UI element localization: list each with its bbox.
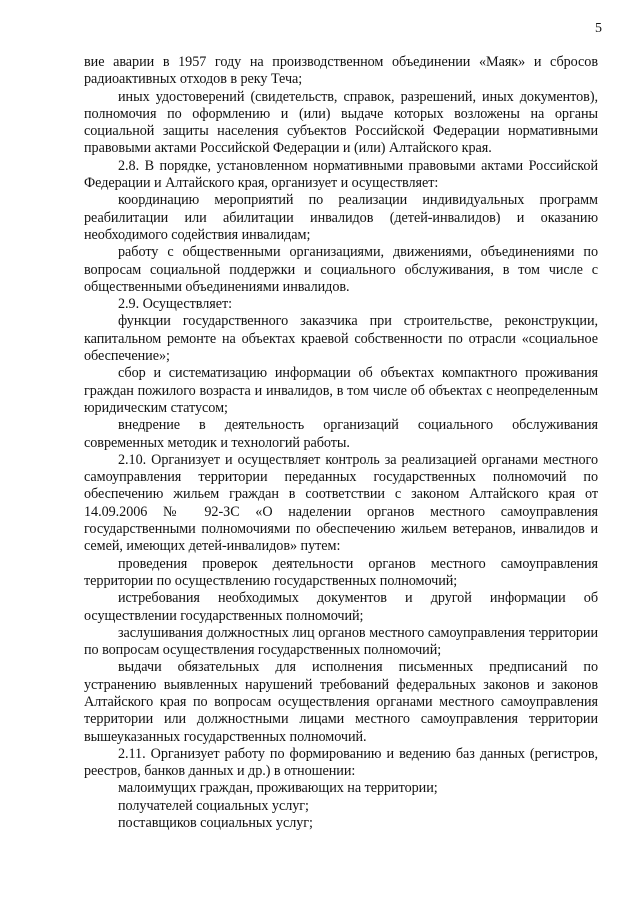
paragraph: поставщиков социальных услуг; [118,815,313,832]
paragraph: иных удостоверений (свидетельств, справок, разрешений, иных документов), полномочия по оформлению и (или) выдаче которых возложены на органы социальной защиты населения субъектов Российской Федерации нормативными правовыми актами Российской Федерации и (или) Алтайского края. [84,88,598,157]
paragraph: 2.11. Организует работу по формированию и ведению баз данных (регистров, реестров, банков данных и др.) в отношении: [84,745,598,780]
paragraph: 2.8. В порядке, установленном нормативными правовыми актами Российской Федерации и Алтайского края, организует и осуществляет: [84,157,598,192]
paragraph: координацию мероприятий по реализации индивидуальных программ реабилитации или абилитации инвалидов (детей-инвалидов) и оказанию необходимого содействия инвалидам; [84,192,598,243]
paragraph: выдачи обязательных для исполнения письменных предписаний по устранению выявленных нарушений требований федеральных законов и законов Алтайского края по вопросам осуществления органами местного самоуправления территории или должностными лицами местного самоуправления территории вышеуказанных государственных полномочий. [84,659,598,745]
paragraph: вие аварии в 1957 году на производственном объединении «Маяк» и сбросов радиоактивных отходов в реку Теча; [84,54,598,88]
paragraph: истребования необходимых документов и другой информации об осуществлении государственных полномочий; [84,590,598,624]
document-body [84,54,598,832]
paragraph: внедрение в деятельность организаций социального обслуживания современных методик и технологий работы. [84,417,598,451]
paragraph: получателей социальных услуг; [118,797,309,814]
paragraph: 2.10. Организует и осуществляет контроль за реализацией органами местного самоуправления территории переданных государственных полномочий по обеспечению жильем граждан в соответствии с законом Алтайского края от 14.09.2006 № 92-ЗС «О наделении органов местного самоуправления государственными полномочиями по обеспечению жильем ветеранов, инвалидов и семей, имеющих детей-инвалидов» путем: [84,451,598,555]
paragraph: функции государственного заказчика при строительстве, реконструкции, капитальном ремонте на объектах краевой собственности по отрасли «социальное обеспечение»; [84,313,598,365]
paragraph: сбор и систематизацию информации об объектах компактного проживания граждан пожилого возраста и инвалидов, в том числе об объектах с неопределенным юридическим статусом; [84,365,598,416]
paragraph: заслушивания должностных лиц органов местного самоуправления территории по вопросам осуществления государственных полномочий; [84,624,598,659]
paragraph: проведения проверок деятельности органов местного самоуправления территории по осуществлению государственных полномочий; [84,555,598,589]
paragraph: малоимущих граждан, проживающих на территории; [118,780,438,797]
page-number: 5 [595,21,602,36]
paragraph: работу с общественными организациями, движениями, объединениями по вопросам социальной поддержки и социального обслуживания, в том числе с общественными объединениями инвалидов. [84,244,598,295]
paragraph: 2.9. Осуществляет: [118,296,233,313]
